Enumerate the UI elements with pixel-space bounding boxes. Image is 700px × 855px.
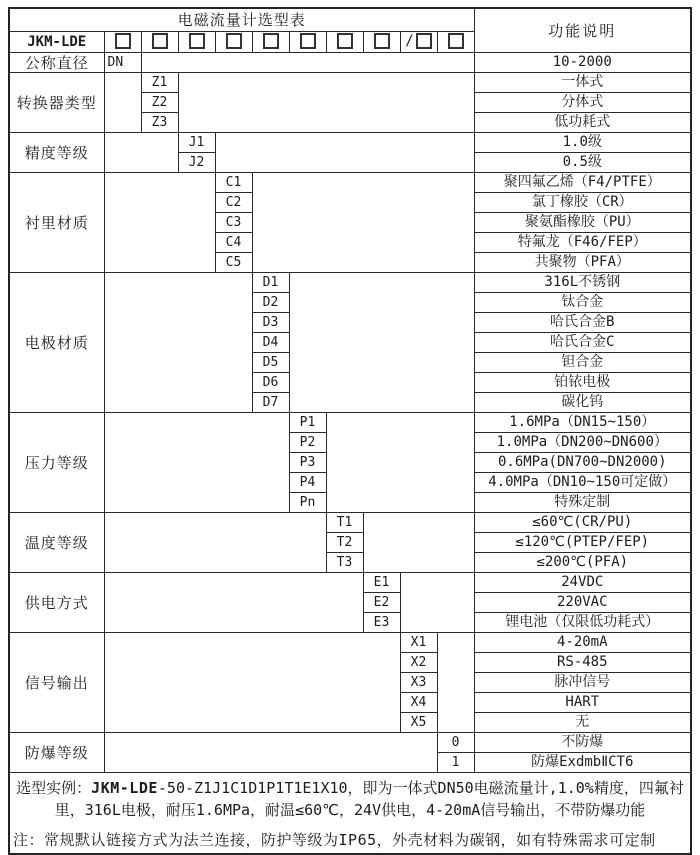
code-cell-e2: E2: [363, 593, 400, 613]
section-label-signal-output: 信号输出: [9, 633, 104, 733]
code-cell-x2: X2: [400, 653, 437, 673]
code-cell-x1: X1: [400, 633, 437, 653]
desc-cell-x2: RS-485: [474, 653, 691, 673]
desc-cell-j1: 1.0级: [474, 133, 691, 153]
empty-cell: [326, 413, 474, 513]
desc-cell-exproof-1: 防爆ExdmbⅡCT6: [474, 753, 691, 773]
empty-cell: [400, 573, 474, 633]
empty-cell: [104, 513, 326, 573]
empty-cell: [104, 273, 252, 413]
code-cell-p3: P3: [289, 453, 326, 473]
desc-cell-d2: 钛合金: [474, 293, 691, 313]
code-cell-d2: D2: [252, 293, 289, 313]
section-label-lining-material: 衬里材质: [9, 173, 104, 273]
desc-cell-p4: 4.0MPa（DN10~150可定做）: [474, 473, 691, 493]
section-label-power-supply: 供电方式: [9, 573, 104, 633]
section-label-explosion-proof: 防爆等级: [9, 733, 104, 773]
desc-cell-pn: 特殊定制: [474, 493, 691, 513]
desc-cell-c5: 共聚物（PFA）: [474, 253, 691, 273]
desc-cell-t2: ≤120℃(PTEP/FEP): [474, 533, 691, 553]
code-cell-x5: X5: [400, 713, 437, 733]
checkbox-icon: [374, 33, 390, 49]
model-checkbox-7: [326, 32, 363, 53]
code-cell-c2: C2: [215, 193, 252, 213]
page-title: 电磁流量计选型表: [9, 8, 474, 32]
code-cell-d4: D4: [252, 333, 289, 353]
section-label-temperature-rating: 温度等级: [9, 513, 104, 573]
desc-cell-p2: 1.0MPa（DN200~DN600）: [474, 433, 691, 453]
desc-cell-d4: 哈氏合金C: [474, 333, 691, 353]
code-cell-t2: T2: [326, 533, 363, 553]
empty-cell: [104, 173, 215, 273]
code-cell-exproof-1: 1: [437, 753, 474, 773]
code-cell-e3: E3: [363, 613, 400, 633]
desc-cell-c3: 聚氨酯橡胶（PU）: [474, 213, 691, 233]
desc-cell-d6: 铂铱电极: [474, 373, 691, 393]
empty-cell: [104, 133, 178, 173]
desc-cell-x4: HART: [474, 693, 691, 713]
code-cell-z1: Z1: [141, 73, 178, 93]
code-cell-x4: X4: [400, 693, 437, 713]
code-cell-j1: J1: [178, 133, 215, 153]
code-cell-dn: DN: [104, 53, 141, 73]
section-label-pressure-rating: 压力等级: [9, 413, 104, 513]
model-checkbox-6: [289, 32, 326, 53]
desc-cell-t3: ≤200℃(PFA): [474, 553, 691, 573]
code-cell-pn: Pn: [289, 493, 326, 513]
desc-cell-t1: ≤60℃(CR/PU): [474, 513, 691, 533]
code-cell-p2: P2: [289, 433, 326, 453]
desc-cell-d1: 316L不锈钢: [474, 273, 691, 293]
desc-cell-j2: 0.5级: [474, 153, 691, 173]
code-cell-c5: C5: [215, 253, 252, 273]
code-cell-j2: J2: [178, 153, 215, 173]
desc-cell-x3: 脉冲信号: [474, 673, 691, 693]
empty-cell: [104, 73, 141, 133]
section-label-converter-type: 转换器类型: [9, 73, 104, 133]
model-checkbox-9: [400, 32, 437, 53]
empty-cell: [104, 733, 437, 773]
code-cell-z2: Z2: [141, 93, 178, 113]
desc-cell-e2: 220VAC: [474, 593, 691, 613]
model-checkbox-3: [178, 32, 215, 53]
desc-cell-e1: 24VDC: [474, 573, 691, 593]
model-checkbox-1: [104, 32, 141, 53]
code-cell-p4: P4: [289, 473, 326, 493]
desc-cell-x1: 4-20mA: [474, 633, 691, 653]
checkbox-icon: [226, 33, 242, 49]
code-cell-c3: C3: [215, 213, 252, 233]
desc-cell-d3: 哈氏合金B: [474, 313, 691, 333]
model-checkbox-10: [437, 32, 474, 53]
model-checkbox-2: [141, 32, 178, 53]
code-cell-t3: T3: [326, 553, 363, 573]
desc-cell-p3: 0.6MPa(DN700~DN2000): [474, 453, 691, 473]
code-cell-e1: E1: [363, 573, 400, 593]
empty-cell: [363, 513, 474, 573]
checkbox-icon: [416, 33, 432, 49]
code-cell-c1: C1: [215, 173, 252, 193]
section-label-electrode-material: 电极材质: [9, 273, 104, 413]
desc-cell-d5: 钽合金: [474, 353, 691, 373]
function-column-header: 功能说明: [474, 8, 691, 53]
checkbox-icon: [263, 33, 279, 49]
empty-cell: [104, 573, 363, 633]
empty-cell: [104, 633, 400, 733]
section-label-accuracy-class: 精度等级: [9, 133, 104, 173]
checkbox-icon: [152, 33, 168, 49]
section-label-nominal-diameter: 公称直径: [9, 53, 104, 73]
code-cell-c4: C4: [215, 233, 252, 253]
model-checkbox-5: [252, 32, 289, 53]
desc-cell-z1: 一体式: [474, 73, 691, 93]
desc-cell-p1: 1.6MPa（DN15~150）: [474, 413, 691, 433]
selection-example: [13, 778, 687, 822]
desc-cell-dn: 10-2000: [474, 53, 691, 73]
checkbox-icon: [448, 33, 464, 49]
example-model-code: JKM-LDE: [91, 779, 158, 797]
desc-cell-c4: 特氟龙（F46/FEP）: [474, 233, 691, 253]
empty-cell: [215, 133, 474, 173]
desc-cell-x5: 无: [474, 713, 691, 733]
code-cell-d6: D6: [252, 373, 289, 393]
code-cell-t1: T1: [326, 513, 363, 533]
checkbox-icon: [189, 33, 205, 49]
example-prefix: 选型实例：: [16, 779, 92, 797]
code-cell-p1: P1: [289, 413, 326, 433]
desc-cell-c1: 聚四氟乙烯（F4/PTFE）: [474, 173, 691, 193]
code-cell-d3: D3: [252, 313, 289, 333]
desc-cell-e3: 锂电池（仅限低功耗式）: [474, 613, 691, 633]
checkbox-icon: [115, 33, 131, 49]
empty-cell: [252, 173, 474, 273]
empty-cell: [437, 633, 474, 733]
checkbox-icon: [300, 33, 316, 49]
slash-separator: /: [405, 33, 414, 50]
code-cell-exproof-0: 0: [437, 733, 474, 753]
desc-cell-d7: 碳化钨: [474, 393, 691, 413]
empty-cell: [178, 73, 474, 133]
code-cell-d1: D1: [252, 273, 289, 293]
code-cell-d5: D5: [252, 353, 289, 373]
model-checkbox-8: [363, 32, 400, 53]
example-description: -50-Z1J1C1D1P1T1E1X10，即为一体式DN50电磁流量计,1.0%精度，四氟衬里，316L电极，耐压1.6MPa，耐温≤60℃，24V供电，4-20mA信号输出，不带防爆功能: [54, 779, 684, 819]
code-cell-z3: Z3: [141, 113, 178, 133]
selection-table: [8, 7, 692, 855]
desc-cell-z3: 低功耗式: [474, 113, 691, 133]
empty-cell: [104, 413, 289, 513]
empty-cell: [141, 53, 474, 73]
desc-cell-exproof-0: 不防爆: [474, 733, 691, 753]
default-config-note: 注：常规默认链接方式为法兰连接，防护等级为IP65，外壳材料为碳钢，如有特殊需求可定制: [13, 830, 656, 849]
model-prefix: JKM-LDE: [9, 32, 104, 53]
checkbox-icon: [337, 33, 353, 49]
footer-notes: [9, 773, 691, 855]
code-cell-d7: D7: [252, 393, 289, 413]
model-checkbox-4: [215, 32, 252, 53]
code-cell-x3: X3: [400, 673, 437, 693]
desc-cell-c2: 氯丁橡胶（CR）: [474, 193, 691, 213]
empty-cell: [289, 273, 474, 413]
desc-cell-z2: 分体式: [474, 93, 691, 113]
